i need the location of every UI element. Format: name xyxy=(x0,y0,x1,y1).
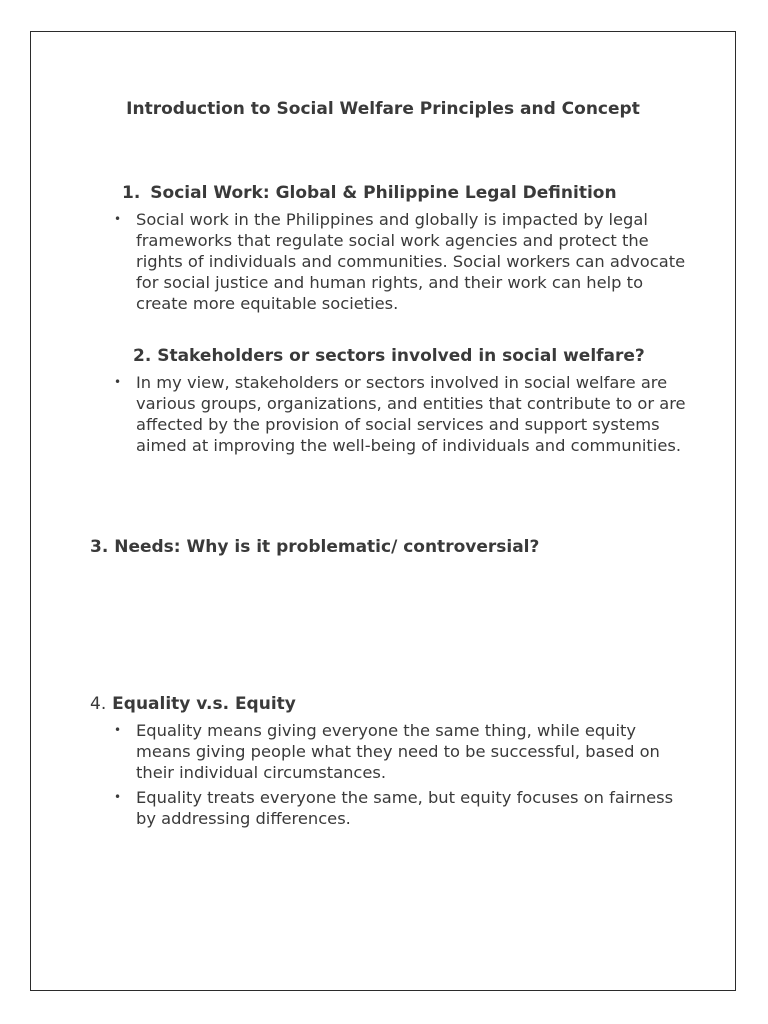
list-item xyxy=(114,372,694,456)
section-4-title: Equality v.s. Equity xyxy=(112,694,296,714)
bullet-text: Social work in the Philippines and globally is impacted by legal frameworks that regulate social work agencies and protect the rights of individuals and communities. Social workers can advocate for social justice and human rights, and their work can help to create more equitable societies. xyxy=(136,210,686,313)
section-3-number: 3. xyxy=(90,537,109,557)
section-4-bullet-list xyxy=(114,720,694,833)
document-title: Introduction to Social Welfare Principles and Concept xyxy=(126,99,640,119)
list-item xyxy=(114,209,694,314)
section-1-bullet-list xyxy=(114,209,694,318)
bullet-icon: • xyxy=(114,790,122,804)
section-3-title: Needs: Why is it problematic/ controversial? xyxy=(114,537,540,557)
section-1-number: 1. xyxy=(122,183,141,203)
list-item xyxy=(114,720,694,783)
section-2-bullet-list xyxy=(114,372,694,460)
section-2-title: Stakeholders or sectors involved in social welfare? xyxy=(157,346,645,366)
bullet-icon: • xyxy=(114,723,122,737)
bullet-text: Equality treats everyone the same, but equity focuses on fairness by addressing differences. xyxy=(136,788,674,828)
section-2-number: 2. xyxy=(133,346,152,366)
bullet-text: In my view, stakeholders or sectors involved in social welfare are various groups, organizations, and entities that contribute to or are affected by the provision of social services and support systems aimed at improving the well-being of individuals and communities. xyxy=(136,373,686,455)
section-3-heading xyxy=(90,536,539,558)
section-4-number: 4. xyxy=(90,694,107,714)
bullet-icon: • xyxy=(114,212,122,226)
section-1-title: Social Work: Global & Philippine Legal Definition xyxy=(150,183,617,203)
section-2-heading xyxy=(133,345,645,367)
list-item xyxy=(114,787,694,829)
document-page xyxy=(30,31,736,991)
bullet-text: Equality means giving everyone the same thing, while equity means giving people what they need to be successful, based on their individual circumstances. xyxy=(136,721,660,782)
section-1-heading xyxy=(122,182,617,204)
section-4-heading xyxy=(90,693,296,715)
bullet-icon: • xyxy=(114,375,122,389)
